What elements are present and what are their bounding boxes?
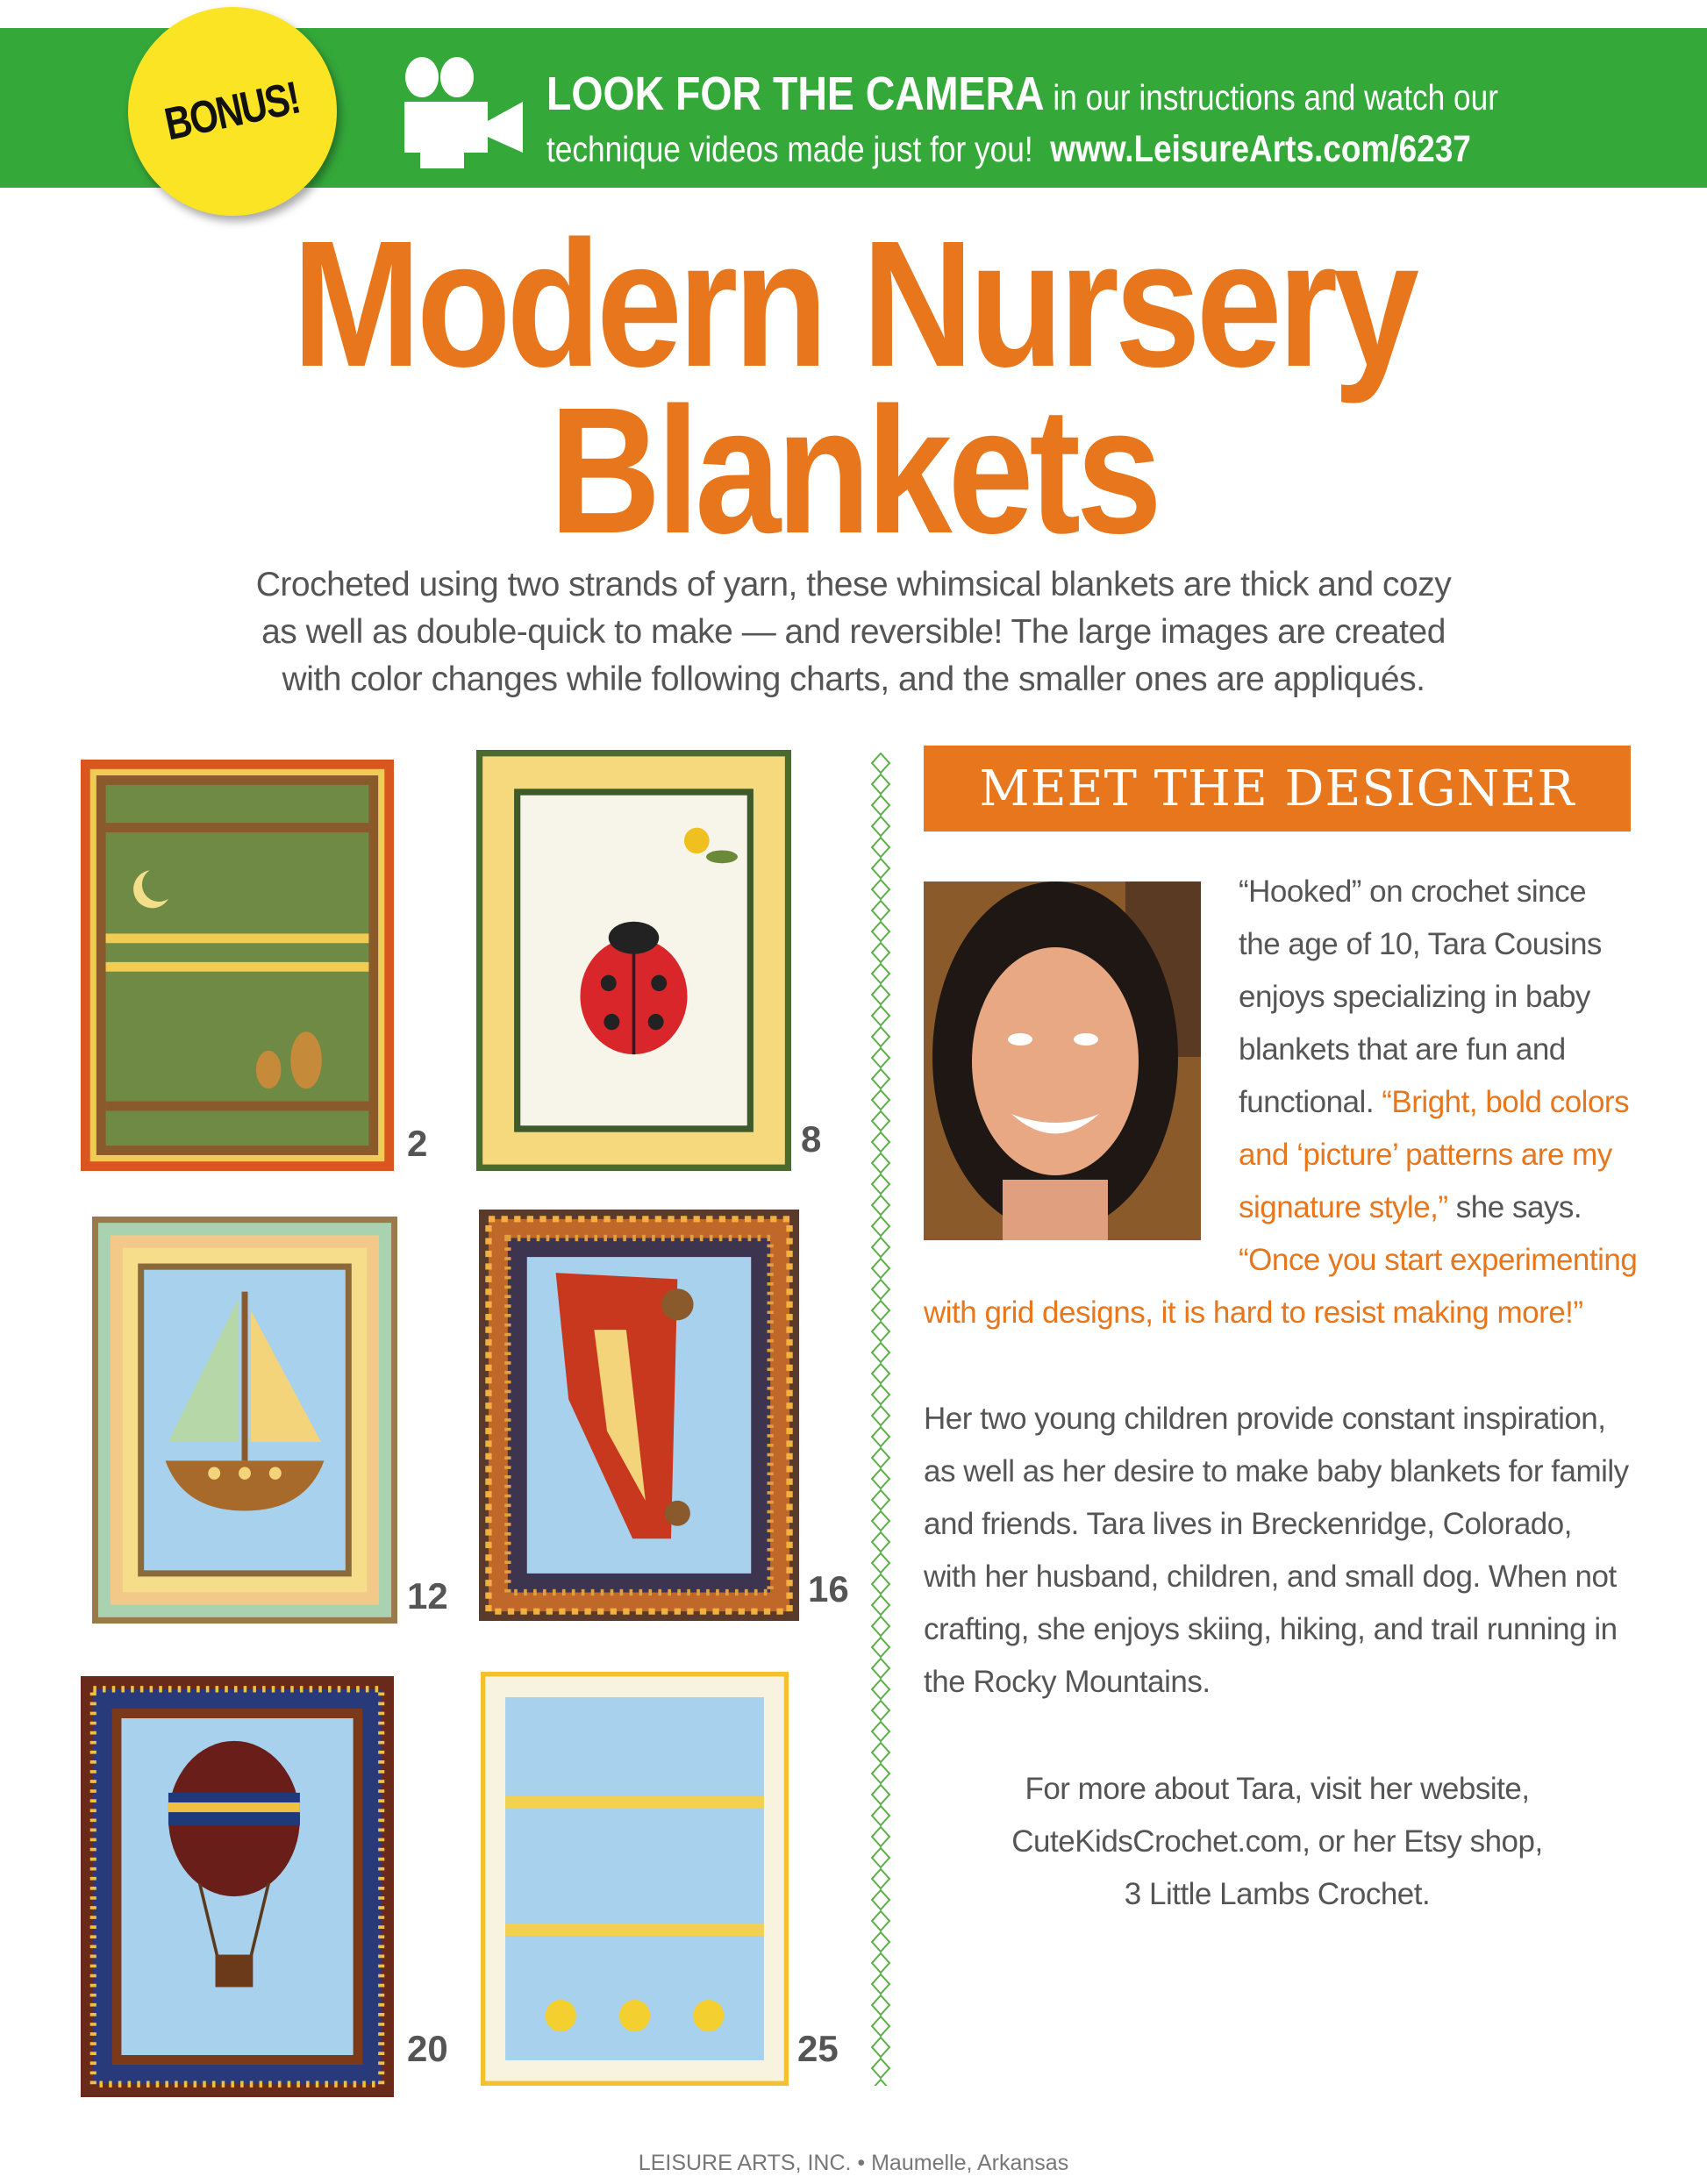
banner-url-link[interactable]: www.LeisureArts.com/6237 [1050, 128, 1471, 170]
blanket-ladybug-image [476, 750, 791, 1171]
intro-paragraph [211, 561, 1496, 703]
contact-line: CuteKidsCrochet.com, or her Etsy shop, [1011, 1824, 1543, 1859]
page-number: 25 [797, 2028, 839, 2069]
diamond-divider [870, 753, 891, 2086]
blanket-balloon-image [81, 1676, 394, 2097]
banner-line-1 [546, 67, 1498, 121]
bio-line: Her two young children provide constant inspiration, [924, 1402, 1606, 1436]
designer-quote: with grid designs, it is hard to resist making more!” [924, 1295, 1583, 1330]
page-number: 12 [407, 1575, 448, 1617]
page-title [119, 203, 1588, 571]
designer-photo [924, 881, 1201, 1240]
video-camera-icon [404, 56, 523, 168]
bio-line [1239, 1190, 1582, 1225]
banner-line-2 [546, 128, 1471, 171]
page-number: 20 [407, 2028, 448, 2069]
bio-line [1239, 1085, 1629, 1120]
bio-line: with her husband, children, and small dog. When not [924, 1559, 1617, 1594]
banner-line2-text: technique videos made just for you! [546, 129, 1033, 169]
page-number: 16 [808, 1568, 849, 1609]
heading-text: MEET THE DESIGNER [979, 760, 1575, 817]
bonus-text: BONUS! [161, 72, 304, 151]
intro-line: with color changes while following charts, and the smaller ones are appliqués. [282, 660, 1425, 698]
meet-the-designer-heading [924, 746, 1631, 831]
contact-line: For more about Tara, visit her website, [1025, 1772, 1530, 1806]
bio-line: as well as her desire to make baby blankets for family [924, 1454, 1629, 1488]
banner-headline: LOOK FOR THE CAMERA [546, 68, 1045, 120]
contact-line: 3 Little Lambs Crochet. [1124, 1877, 1431, 1911]
blanket-chicks-image [481, 1672, 789, 2086]
banner-headline-rest: in our instructions and watch our [1044, 77, 1499, 118]
bio-line: enjoys specializing in baby [1239, 980, 1590, 1014]
bio-line: the Rocky Mountains. [924, 1665, 1211, 1699]
bio-line: crafting, she enjoys skiing, hiking, and trail running in [924, 1612, 1618, 1646]
title-line-1: Modern Nursery [292, 203, 1415, 404]
bio-line: the age of 10, Tara Cousins [1239, 927, 1602, 961]
bio-line: blankets that are fun and [1239, 1032, 1566, 1067]
title-line-2: Blankets [549, 370, 1158, 571]
page-number: 2 [407, 1123, 428, 1164]
footer: LEISURE ARTS, INC. • Maumelle, Arkansas [638, 2151, 1069, 2175]
page-number: 8 [801, 1118, 822, 1160]
blanket-car-image [479, 1210, 799, 1621]
bonus-badge [128, 7, 337, 216]
designer-quote: “Once you start experimenting [1239, 1243, 1638, 1277]
designer-quote: and ‘picture’ patterns are my [1239, 1138, 1612, 1172]
blanket-owls-image [81, 760, 394, 1171]
bio-text: she says. [1447, 1190, 1582, 1224]
intro-line: as well as double-quick to make — and reversible! The large images are created [261, 613, 1446, 651]
bio-line: “Hooked” on crochet since [1239, 874, 1587, 909]
bio-line: and friends. Tara lives in Breckenridge, Colorado, [924, 1507, 1572, 1541]
designer-quote: “Bright, bold colors [1382, 1085, 1630, 1119]
blanket-sailboat-image [92, 1217, 397, 1624]
bio-text: functional. [1239, 1085, 1382, 1119]
designer-quote: signature style,” [1239, 1190, 1448, 1224]
intro-line: Crocheted using two strands of yarn, these whimsical blankets are thick and cozy [255, 566, 1452, 603]
